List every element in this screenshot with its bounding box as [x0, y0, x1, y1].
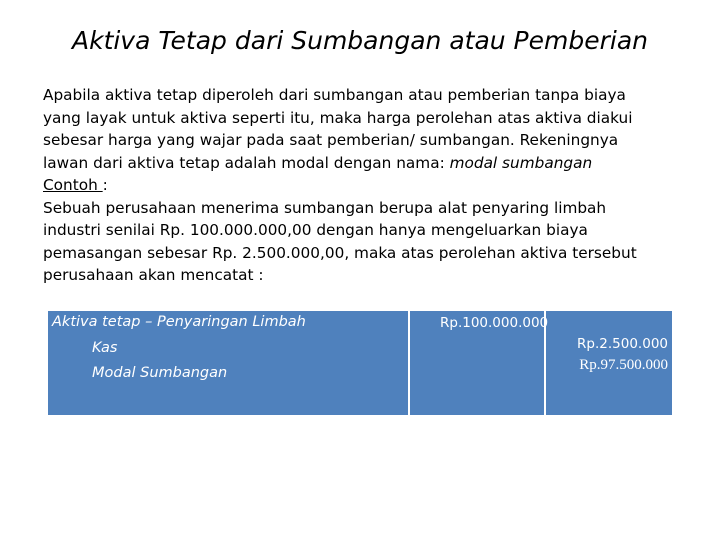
slide-title: Aktiva Tetap dari Sumbangan atau Pemberian [71, 26, 648, 55]
account-credit-donated-capital: Modal Sumbangan [92, 365, 228, 381]
example-line-1: Sebuah perusahaan menerima sumbangan berupa alat penyaring limbah [43, 198, 607, 217]
intro-line-2: yang layak untuk aktiva seperti itu, maka harga perolehan atas aktiva diakui [43, 108, 633, 127]
example-label: Contoh [43, 176, 103, 194]
account-column [48, 311, 410, 415]
debit-amount: Rp.100.000.000 [440, 315, 549, 331]
intro-line-4: lawan dari aktiva tetap adalah modal dengan nama: [43, 153, 450, 172]
example-suffix: : [102, 176, 108, 194]
intro-paragraph [43, 84, 688, 174]
intro-emphasis: modal sumbangan [449, 153, 593, 172]
journal-entry-table [48, 311, 672, 415]
account-debit-fixed-asset: Aktiva tetap – Penyaringan Limbah [52, 314, 306, 330]
intro-line-1: Apabila aktiva tetap diperoleh dari sumbangan atau pemberian tanpa biaya [43, 86, 626, 104]
example-line-4: perusahaan akan mencatat : [43, 266, 264, 284]
example-heading [43, 174, 688, 197]
example-line-2: industri senilai Rp. 100.000.000,00 dengan hanya mengeluarkan biaya [43, 221, 588, 239]
debit-column [410, 311, 549, 415]
example-line-3: pemasangan sebesar Rp. 2.500.000,00, maka atas perolehan aktiva tersebut [43, 243, 637, 262]
account-credit-cash: Kas [92, 340, 118, 356]
credit-amount-donated-capital: Rp.97.500.000 [579, 357, 668, 373]
body-text [43, 84, 688, 287]
intro-line-3: sebesar harga yang wajar pada saat pemberian/ sumbangan. Rekeningnya [43, 131, 619, 149]
credit-amount-cash: Rp.2.500.000 [577, 336, 668, 352]
credit-column [546, 311, 672, 415]
example-paragraph [43, 197, 688, 287]
